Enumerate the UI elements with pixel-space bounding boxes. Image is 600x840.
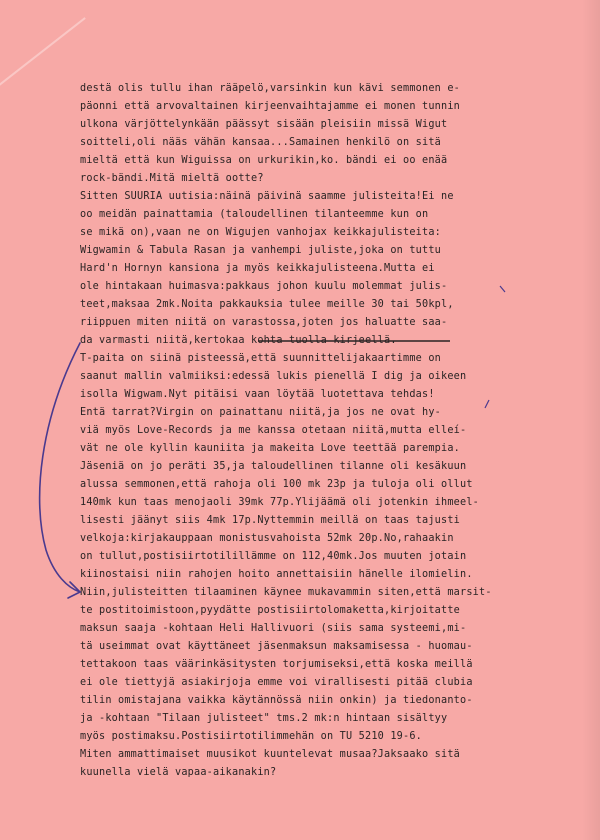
text-line: ei ole tiettyjä asiakirjoja emme voi virallisesti pitää clubia <box>80 677 473 688</box>
text-line: ole hintakaan huimasva:pakkaus johon kuulu molemmat julis- <box>80 281 448 292</box>
text-line: isolla Wigwam.Nyt pitäisi vaan löytää luotettava tehdas! <box>80 389 435 400</box>
paper-fold-crease <box>0 17 86 105</box>
text-line: ja -kohtaan "Tilaan julisteet" tms.2 mk:n hintaan sisältyy <box>80 713 448 724</box>
text-line: kiinostaisi niin rahojen hoito annettaisiin hänelle ilomielin. <box>80 569 473 580</box>
text-line: riippuen miten niitä on varastossa,joten jos haluatte saa- <box>80 317 448 328</box>
text-line: vät ne ole kyllin kauniita ja makeita Love teettää parempia. <box>80 443 461 454</box>
paper-edge-shadow <box>582 0 600 840</box>
text-line: te postitoimistoon,pyydätte postisiirtolomaketta,kirjoitatte <box>80 605 461 616</box>
text-line: destä olis tullu ihan rääpelö,varsinkin kun kävi semmonen e- <box>80 83 461 94</box>
text-line: lisesti jäänyt siis 4mk 17p.Nyttemmin meillä on taas tajusti <box>80 515 461 526</box>
text-line: 140mk kun taas menojaoli 39mk 77p.Ylijäämä oli jotenkin ihmeel- <box>80 497 480 508</box>
text-line: on tullut,postisiirtotilillämme on 112,40mk.Jos muuten jotain <box>80 551 467 562</box>
text-line: myös postimaksu.Postisiirtotilimmehän on TU 5210 19-6. <box>80 731 423 742</box>
text-line: alussa semmonen,että rahoja oli 100 mk 23p ja tuloja oli ollut <box>80 479 473 490</box>
text-line: Miten ammattimaiset muusikot kuuntelevat musaa?Jaksaako sitä <box>80 749 461 760</box>
text-line: teet,maksaa 2mk.Noita pakkauksia tulee meille 30 tai 50kpl, <box>80 299 454 310</box>
text-line: Wigwamin & Tabula Rasan ja vanhempi juliste,joka on tuttu <box>80 245 442 256</box>
text-line: mieltä että kun Wiguissa on urkurikin,ko. bändi ei oo enää <box>80 155 448 166</box>
text-line: Entä tarrat?Virgin on painattanu niitä,ja jos ne ovat hy- <box>80 407 442 418</box>
text-line: tä useimmat ovat käyttäneet jäsenmaksun maksamisessa - huomau- <box>80 641 473 652</box>
text-line: T-paita on siinä pisteessä,että suunnittelijakaartimme on <box>80 353 442 364</box>
text-line: Sitten SUURIA uutisia:näinä päivinä saamme julisteita!Ei ne <box>80 191 454 202</box>
text-line: ulkona värjöttelynkään päässyt sisään pleisiin missä Wigut <box>80 119 448 130</box>
text-line: oo meidän painattamia (taloudellinen tilanteemme kun on <box>80 209 429 220</box>
text-line: viä myös Love-Records ja me kanssa otetaan niitä,mutta elleí- <box>80 425 467 436</box>
text-line: saanut mallin valmiiksi:edessä lukis pienellä I dig ja oikeen <box>80 371 467 382</box>
text-line: tilin omistajana vaikka käytännössä niin onkin) ja tiedonanto- <box>80 695 473 706</box>
text-line: se mikä on),vaan ne on Wigujen vanhojax keikkajulisteita: <box>80 227 442 238</box>
text-line: maksun saaja -kohtaan Heli Hallivuori (siis sama systeemi,mi- <box>80 623 467 634</box>
text-line: soitteli,oli nääs vähän kansaa...Samainen henkilö on sitä <box>80 137 442 148</box>
typewritten-text-block <box>80 80 580 782</box>
text-line: Hard'n Hornyn kansiona ja myös keikkajulisteena.Mutta ei <box>80 263 435 274</box>
text-line: Niin,julisteitten tilaaminen käynee mukavammin siten,että marsit- <box>80 587 492 598</box>
text-line: Jäseniä on jo peräti 35,ja taloudellinen tilanne oli kesäkuun <box>80 461 467 472</box>
text-line: rock-bändi.Mitä mieltä ootte? <box>80 173 264 184</box>
text-line: päonni että arvovaltainen kirjeenvaihtajamme ei monen tunnin <box>80 101 461 112</box>
text-line: tettakoon taas väärinkäsitysten torjumiseksi,että koska meillä <box>80 659 473 670</box>
text-line: da varmasti niitä,kertokaa kohta tuolla kirjeellä. <box>80 335 397 346</box>
pen-arrow-line <box>40 343 80 592</box>
text-line: velkoja:kirjakauppaan monistusvahoista 52mk 20p.No,rahaakin <box>80 533 454 544</box>
text-line: kuunella vielä vapaa-aikanakin? <box>80 767 277 778</box>
pen-arrow-head <box>68 582 80 598</box>
